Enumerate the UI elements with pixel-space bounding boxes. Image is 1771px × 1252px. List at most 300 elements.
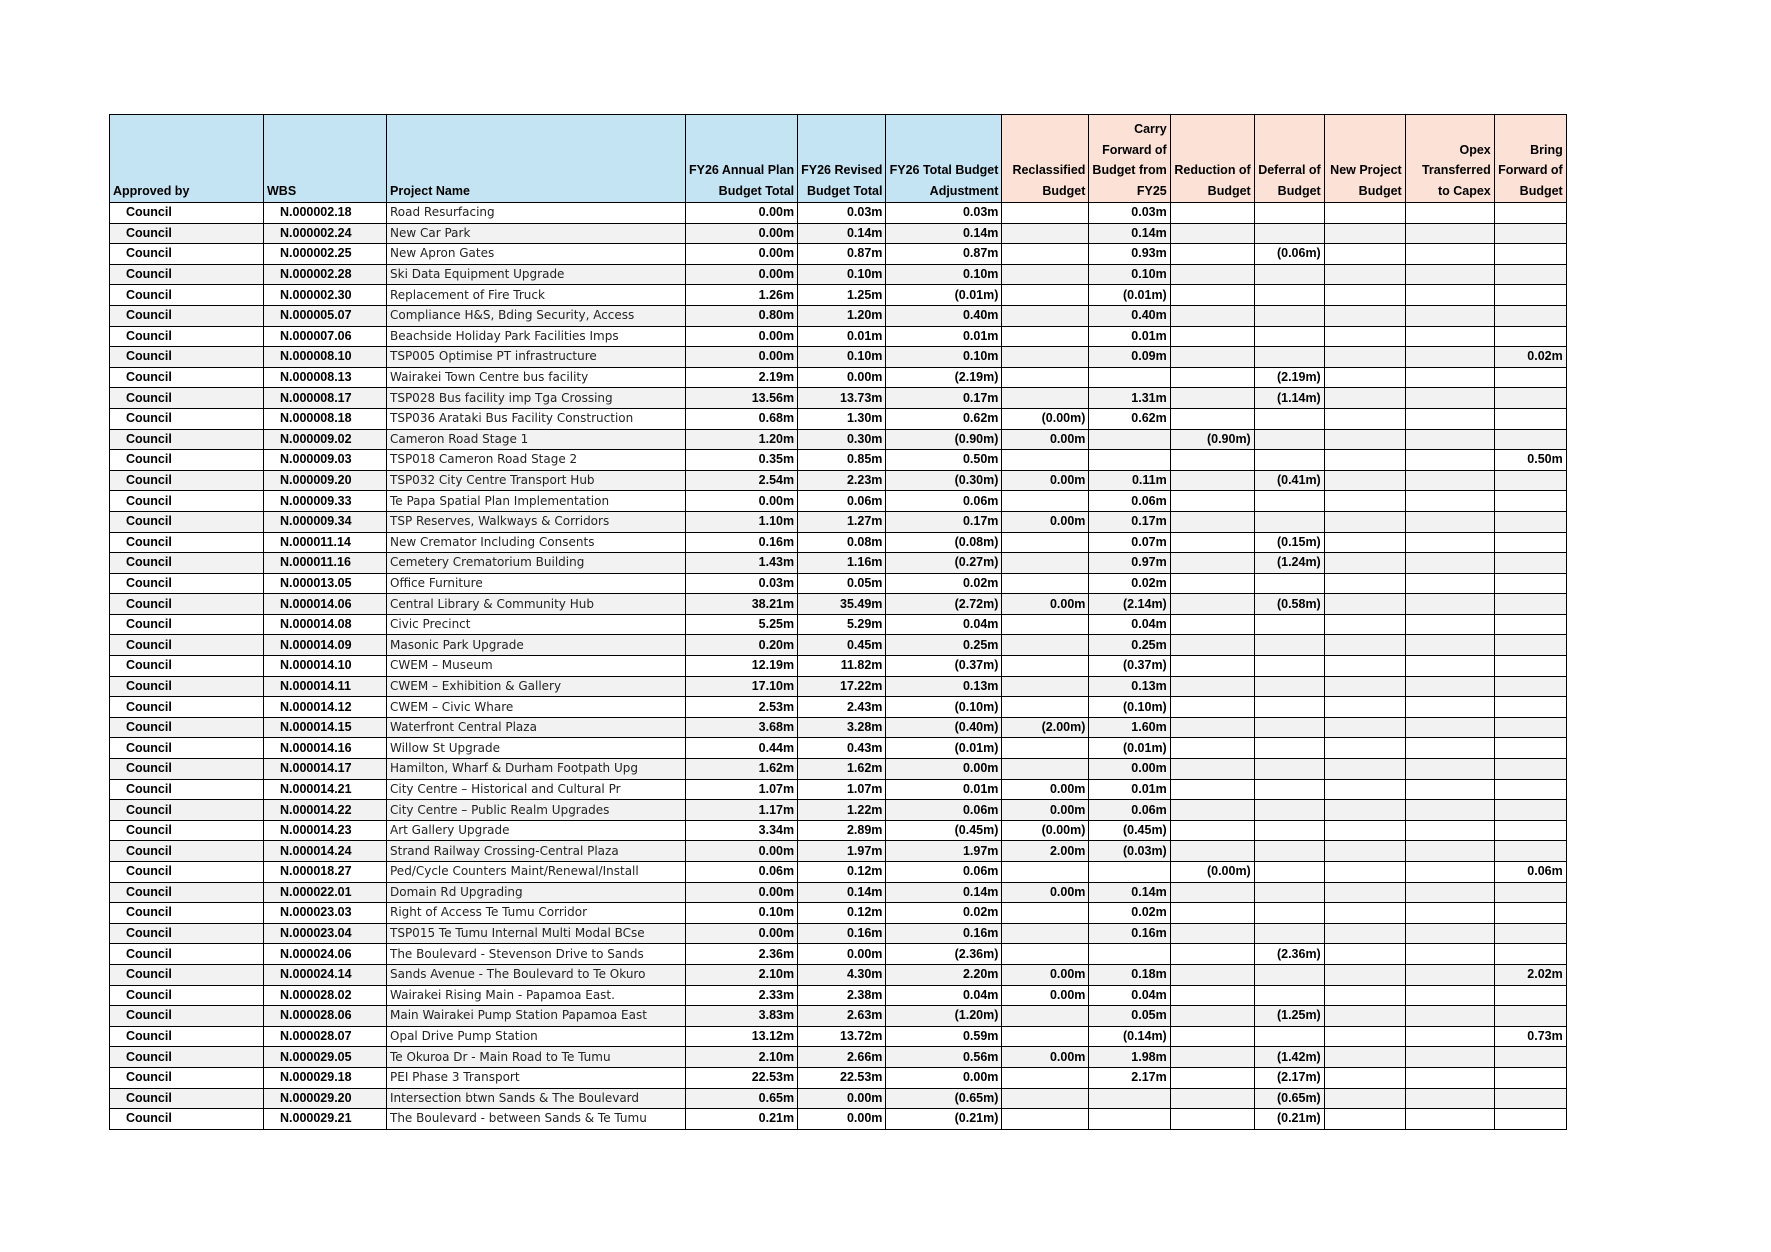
cell-bring: [1494, 594, 1566, 615]
cell-adjust: (0.45m): [886, 820, 1002, 841]
cell-annual: 1.43m: [686, 553, 798, 574]
cell-reclass: [1002, 285, 1089, 306]
table-row: [110, 511, 1567, 532]
cell-deferral: [1254, 285, 1324, 306]
cell-reclass: [1002, 305, 1089, 326]
cell-carry: 0.10m: [1089, 264, 1170, 285]
cell-carry: 0.13m: [1089, 676, 1170, 697]
table-row: [110, 491, 1567, 512]
cell-reclass: [1002, 1109, 1089, 1130]
cell-reclass: [1002, 532, 1089, 553]
column-header-deferral: Deferral of Budget: [1254, 115, 1324, 203]
cell-reduction: [1170, 553, 1254, 574]
cell-wbs: N.000029.05: [264, 1047, 387, 1068]
cell-revised: 13.72m: [798, 1026, 886, 1047]
column-header-reclass: Reclassified Budget: [1002, 115, 1089, 203]
cell-approved: Council: [110, 573, 264, 594]
cell-approved: Council: [110, 408, 264, 429]
cell-bring: [1494, 285, 1566, 306]
cell-revised: 0.43m: [798, 738, 886, 759]
cell-reduction: [1170, 367, 1254, 388]
cell-deferral: [1254, 759, 1324, 780]
cell-reduction: [1170, 656, 1254, 677]
table-row: [110, 882, 1567, 903]
cell-carry: (0.03m): [1089, 841, 1170, 862]
cell-bring: [1494, 820, 1566, 841]
cell-opex: [1405, 305, 1494, 326]
cell-name: Main Wairakei Pump Station Papamoa East: [387, 1006, 686, 1027]
cell-newproj: [1324, 285, 1405, 306]
cell-newproj: [1324, 470, 1405, 491]
cell-name: TSP Reserves, Walkways & Corridors: [387, 511, 686, 532]
cell-bring: [1494, 779, 1566, 800]
cell-wbs: N.000014.23: [264, 820, 387, 841]
cell-carry: 0.11m: [1089, 470, 1170, 491]
table-row: [110, 470, 1567, 491]
cell-opex: [1405, 820, 1494, 841]
cell-newproj: [1324, 1047, 1405, 1068]
cell-revised: 0.05m: [798, 573, 886, 594]
cell-opex: [1405, 450, 1494, 471]
cell-bring: [1494, 676, 1566, 697]
cell-approved: Council: [110, 841, 264, 862]
cell-adjust: 0.01m: [886, 779, 1002, 800]
cell-approved: Council: [110, 923, 264, 944]
cell-wbs: N.000014.12: [264, 697, 387, 718]
table-row: [110, 1109, 1567, 1130]
cell-name: Wairakei Rising Main - Papamoa East.: [387, 985, 686, 1006]
cell-name: CWEM – Civic Whare: [387, 697, 686, 718]
cell-reclass: [1002, 1067, 1089, 1088]
cell-carry: 0.03m: [1089, 203, 1170, 224]
header-row: [110, 115, 1567, 203]
cell-deferral: [1254, 903, 1324, 924]
cell-reclass: [1002, 738, 1089, 759]
cell-opex: [1405, 388, 1494, 409]
cell-bring: [1494, 738, 1566, 759]
cell-name: Beachside Holiday Park Facilities Imps: [387, 326, 686, 347]
table-row: [110, 429, 1567, 450]
cell-bring: 0.50m: [1494, 450, 1566, 471]
cell-reduction: [1170, 944, 1254, 965]
cell-bring: [1494, 1006, 1566, 1027]
cell-newproj: [1324, 1109, 1405, 1130]
table-row: [110, 841, 1567, 862]
cell-newproj: [1324, 305, 1405, 326]
table-row: [110, 1088, 1567, 1109]
cell-annual: 1.17m: [686, 800, 798, 821]
cell-opex: [1405, 1088, 1494, 1109]
cell-annual: 0.10m: [686, 903, 798, 924]
cell-reclass: (0.00m): [1002, 820, 1089, 841]
cell-annual: 0.20m: [686, 635, 798, 656]
cell-newproj: [1324, 511, 1405, 532]
cell-reclass: [1002, 491, 1089, 512]
cell-approved: Council: [110, 244, 264, 265]
cell-annual: 0.00m: [686, 244, 798, 265]
cell-adjust: (0.40m): [886, 717, 1002, 738]
cell-reduction: [1170, 882, 1254, 903]
cell-name: PEI Phase 3 Transport: [387, 1067, 686, 1088]
cell-carry: 1.60m: [1089, 717, 1170, 738]
cell-opex: [1405, 923, 1494, 944]
cell-adjust: 0.01m: [886, 326, 1002, 347]
cell-deferral: (1.14m): [1254, 388, 1324, 409]
cell-newproj: [1324, 429, 1405, 450]
cell-approved: Council: [110, 491, 264, 512]
cell-bring: [1494, 223, 1566, 244]
cell-bring: [1494, 491, 1566, 512]
column-header-adjust: FY26 Total Budget Adjustment: [886, 115, 1002, 203]
cell-revised: 0.10m: [798, 264, 886, 285]
cell-annual: 3.68m: [686, 717, 798, 738]
cell-deferral: [1254, 882, 1324, 903]
cell-deferral: (0.21m): [1254, 1109, 1324, 1130]
cell-opex: [1405, 717, 1494, 738]
cell-annual: 2.53m: [686, 697, 798, 718]
cell-opex: [1405, 573, 1494, 594]
cell-opex: [1405, 1067, 1494, 1088]
cell-reduction: (0.00m): [1170, 862, 1254, 883]
cell-name: TSP032 City Centre Transport Hub: [387, 470, 686, 491]
cell-revised: 0.14m: [798, 223, 886, 244]
cell-deferral: (2.36m): [1254, 944, 1324, 965]
cell-wbs: N.000002.30: [264, 285, 387, 306]
cell-adjust: 2.20m: [886, 964, 1002, 985]
cell-reclass: [1002, 388, 1089, 409]
cell-reclass: [1002, 553, 1089, 574]
cell-name: TSP028 Bus facility imp Tga Crossing: [387, 388, 686, 409]
cell-carry: (0.45m): [1089, 820, 1170, 841]
cell-opex: [1405, 841, 1494, 862]
cell-reclass: (0.00m): [1002, 408, 1089, 429]
cell-bring: [1494, 1109, 1566, 1130]
cell-wbs: N.000008.17: [264, 388, 387, 409]
cell-newproj: [1324, 594, 1405, 615]
cell-adjust: (0.01m): [886, 285, 1002, 306]
cell-newproj: [1324, 1088, 1405, 1109]
table-row: [110, 923, 1567, 944]
cell-opex: [1405, 759, 1494, 780]
cell-annual: 1.62m: [686, 759, 798, 780]
cell-reclass: [1002, 614, 1089, 635]
cell-adjust: 0.10m: [886, 347, 1002, 368]
cell-wbs: N.000029.20: [264, 1088, 387, 1109]
cell-bring: [1494, 553, 1566, 574]
cell-revised: 0.12m: [798, 862, 886, 883]
cell-revised: 5.29m: [798, 614, 886, 635]
cell-revised: 0.14m: [798, 882, 886, 903]
cell-adjust: 0.14m: [886, 223, 1002, 244]
cell-newproj: [1324, 532, 1405, 553]
cell-reduction: [1170, 388, 1254, 409]
cell-bring: [1494, 511, 1566, 532]
table-body: [110, 203, 1567, 1130]
cell-newproj: [1324, 347, 1405, 368]
cell-reduction: [1170, 759, 1254, 780]
cell-deferral: [1254, 305, 1324, 326]
cell-opex: [1405, 553, 1494, 574]
cell-carry: 0.04m: [1089, 614, 1170, 635]
cell-carry: 0.02m: [1089, 903, 1170, 924]
cell-deferral: [1254, 408, 1324, 429]
cell-name: Civic Precinct: [387, 614, 686, 635]
table-row: [110, 614, 1567, 635]
table-row: [110, 944, 1567, 965]
cell-bring: [1494, 985, 1566, 1006]
table-row: [110, 656, 1567, 677]
cell-annual: 1.20m: [686, 429, 798, 450]
cell-wbs: N.000014.10: [264, 656, 387, 677]
cell-deferral: (0.15m): [1254, 532, 1324, 553]
cell-deferral: [1254, 573, 1324, 594]
cell-newproj: [1324, 656, 1405, 677]
cell-annual: 2.36m: [686, 944, 798, 965]
cell-reduction: [1170, 635, 1254, 656]
cell-revised: 1.22m: [798, 800, 886, 821]
cell-wbs: N.000002.18: [264, 203, 387, 224]
cell-bring: 0.73m: [1494, 1026, 1566, 1047]
cell-carry: 0.07m: [1089, 532, 1170, 553]
cell-approved: Council: [110, 1088, 264, 1109]
cell-reduction: [1170, 779, 1254, 800]
cell-bring: [1494, 573, 1566, 594]
cell-approved: Council: [110, 820, 264, 841]
cell-name: City Centre – Public Realm Upgrades: [387, 800, 686, 821]
cell-revised: 1.07m: [798, 779, 886, 800]
cell-wbs: N.000011.16: [264, 553, 387, 574]
cell-carry: 0.25m: [1089, 635, 1170, 656]
cell-reduction: [1170, 491, 1254, 512]
cell-carry: [1089, 862, 1170, 883]
cell-annual: 1.10m: [686, 511, 798, 532]
cell-adjust: (0.90m): [886, 429, 1002, 450]
cell-reduction: [1170, 1088, 1254, 1109]
cell-name: Cameron Road Stage 1: [387, 429, 686, 450]
cell-wbs: N.000013.05: [264, 573, 387, 594]
cell-reclass: [1002, 923, 1089, 944]
cell-name: Right of Access Te Tumu Corridor: [387, 903, 686, 924]
cell-adjust: 0.04m: [886, 985, 1002, 1006]
cell-newproj: [1324, 882, 1405, 903]
cell-carry: 0.01m: [1089, 779, 1170, 800]
cell-name: City Centre – Historical and Cultural Pr: [387, 779, 686, 800]
cell-revised: 17.22m: [798, 676, 886, 697]
cell-bring: [1494, 203, 1566, 224]
cell-opex: [1405, 903, 1494, 924]
cell-adjust: 0.00m: [886, 759, 1002, 780]
cell-annual: 0.00m: [686, 923, 798, 944]
cell-deferral: [1254, 964, 1324, 985]
cell-name: New Apron Gates: [387, 244, 686, 265]
cell-carry: (0.01m): [1089, 738, 1170, 759]
cell-reclass: [1002, 367, 1089, 388]
cell-bring: [1494, 367, 1566, 388]
cell-newproj: [1324, 203, 1405, 224]
cell-carry: (0.10m): [1089, 697, 1170, 718]
cell-adjust: 0.04m: [886, 614, 1002, 635]
cell-reclass: [1002, 347, 1089, 368]
cell-newproj: [1324, 388, 1405, 409]
cell-name: Waterfront Central Plaza: [387, 717, 686, 738]
column-header-newproj: New Project Budget: [1324, 115, 1405, 203]
cell-deferral: [1254, 347, 1324, 368]
cell-annual: 0.00m: [686, 882, 798, 903]
cell-deferral: [1254, 614, 1324, 635]
cell-name: Sands Avenue - The Boulevard to Te Okuro: [387, 964, 686, 985]
cell-annual: 2.10m: [686, 964, 798, 985]
table-header: [110, 115, 1567, 203]
cell-revised: 0.00m: [798, 1088, 886, 1109]
cell-reduction: [1170, 1006, 1254, 1027]
cell-opex: [1405, 1109, 1494, 1130]
cell-approved: Council: [110, 656, 264, 677]
cell-name: TSP036 Arataki Bus Facility Construction: [387, 408, 686, 429]
cell-wbs: N.000014.22: [264, 800, 387, 821]
cell-name: Te Papa Spatial Plan Implementation: [387, 491, 686, 512]
cell-name: Strand Railway Crossing-Central Plaza: [387, 841, 686, 862]
cell-reduction: [1170, 285, 1254, 306]
cell-annual: 0.03m: [686, 573, 798, 594]
cell-newproj: [1324, 1006, 1405, 1027]
cell-deferral: [1254, 738, 1324, 759]
cell-approved: Council: [110, 553, 264, 574]
column-header-annual: FY26 Annual Plan Budget Total: [686, 115, 798, 203]
cell-revised: 0.00m: [798, 367, 886, 388]
cell-reduction: [1170, 738, 1254, 759]
cell-revised: 1.20m: [798, 305, 886, 326]
cell-reduction: [1170, 594, 1254, 615]
cell-deferral: (1.42m): [1254, 1047, 1324, 1068]
table-row: [110, 203, 1567, 224]
cell-approved: Council: [110, 779, 264, 800]
cell-carry: 0.62m: [1089, 408, 1170, 429]
cell-carry: 0.14m: [1089, 223, 1170, 244]
cell-deferral: [1254, 820, 1324, 841]
cell-wbs: N.000028.02: [264, 985, 387, 1006]
cell-name: Central Library & Community Hub: [387, 594, 686, 615]
cell-deferral: [1254, 635, 1324, 656]
cell-annual: 2.19m: [686, 367, 798, 388]
cell-approved: Council: [110, 1109, 264, 1130]
column-header-opex: Opex Transferred to Capex: [1405, 115, 1494, 203]
cell-revised: 0.87m: [798, 244, 886, 265]
cell-wbs: N.000008.13: [264, 367, 387, 388]
cell-bring: 0.06m: [1494, 862, 1566, 883]
cell-opex: [1405, 285, 1494, 306]
cell-bring: [1494, 305, 1566, 326]
table-row: [110, 800, 1567, 821]
cell-newproj: [1324, 326, 1405, 347]
cell-newproj: [1324, 759, 1405, 780]
cell-deferral: [1254, 862, 1324, 883]
cell-approved: Council: [110, 285, 264, 306]
cell-name: The Boulevard - Stevenson Drive to Sands: [387, 944, 686, 965]
cell-opex: [1405, 532, 1494, 553]
cell-opex: [1405, 223, 1494, 244]
cell-reclass: 2.00m: [1002, 841, 1089, 862]
cell-reduction: [1170, 305, 1254, 326]
cell-bring: [1494, 656, 1566, 677]
cell-reduction: [1170, 203, 1254, 224]
cell-carry: 0.18m: [1089, 964, 1170, 985]
cell-deferral: [1254, 491, 1324, 512]
cell-newproj: [1324, 1026, 1405, 1047]
cell-deferral: [1254, 656, 1324, 677]
cell-opex: [1405, 779, 1494, 800]
cell-approved: Council: [110, 326, 264, 347]
cell-annual: 0.35m: [686, 450, 798, 471]
cell-deferral: [1254, 1026, 1324, 1047]
cell-reclass: [1002, 573, 1089, 594]
cell-wbs: N.000002.24: [264, 223, 387, 244]
cell-adjust: 1.97m: [886, 841, 1002, 862]
cell-adjust: 0.13m: [886, 676, 1002, 697]
table-row: [110, 553, 1567, 574]
cell-reclass: 0.00m: [1002, 470, 1089, 491]
cell-newproj: [1324, 223, 1405, 244]
cell-reduction: [1170, 964, 1254, 985]
cell-deferral: [1254, 326, 1324, 347]
cell-adjust: 0.00m: [886, 1067, 1002, 1088]
cell-opex: [1405, 594, 1494, 615]
cell-reclass: [1002, 203, 1089, 224]
cell-bring: [1494, 923, 1566, 944]
table-row: [110, 305, 1567, 326]
cell-reduction: [1170, 923, 1254, 944]
cell-bring: [1494, 388, 1566, 409]
cell-wbs: N.000028.07: [264, 1026, 387, 1047]
column-header-carry: Carry Forward of Budget from FY25: [1089, 115, 1170, 203]
cell-revised: 1.30m: [798, 408, 886, 429]
table-row: [110, 408, 1567, 429]
cell-opex: [1405, 676, 1494, 697]
table-row: [110, 862, 1567, 883]
cell-carry: 1.98m: [1089, 1047, 1170, 1068]
cell-carry: 0.40m: [1089, 305, 1170, 326]
cell-carry: 0.04m: [1089, 985, 1170, 1006]
cell-adjust: (0.30m): [886, 470, 1002, 491]
cell-bring: [1494, 326, 1566, 347]
cell-approved: Council: [110, 450, 264, 471]
cell-carry: (2.14m): [1089, 594, 1170, 615]
cell-wbs: N.000014.17: [264, 759, 387, 780]
cell-adjust: (0.21m): [886, 1109, 1002, 1130]
cell-approved: Council: [110, 614, 264, 635]
cell-approved: Council: [110, 305, 264, 326]
cell-newproj: [1324, 903, 1405, 924]
cell-reclass: 0.00m: [1002, 882, 1089, 903]
cell-annual: 0.00m: [686, 347, 798, 368]
column-header-name: Project Name: [387, 115, 686, 203]
cell-wbs: N.000009.34: [264, 511, 387, 532]
cell-name: Art Gallery Upgrade: [387, 820, 686, 841]
cell-approved: Council: [110, 264, 264, 285]
cell-annual: 0.00m: [686, 326, 798, 347]
cell-deferral: [1254, 450, 1324, 471]
cell-newproj: [1324, 800, 1405, 821]
cell-wbs: N.000008.18: [264, 408, 387, 429]
cell-opex: [1405, 738, 1494, 759]
cell-revised: 1.62m: [798, 759, 886, 780]
cell-annual: 0.21m: [686, 1109, 798, 1130]
cell-annual: 3.34m: [686, 820, 798, 841]
cell-revised: 4.30m: [798, 964, 886, 985]
cell-newproj: [1324, 450, 1405, 471]
cell-annual: 2.33m: [686, 985, 798, 1006]
cell-carry: [1089, 1109, 1170, 1130]
cell-annual: 22.53m: [686, 1067, 798, 1088]
